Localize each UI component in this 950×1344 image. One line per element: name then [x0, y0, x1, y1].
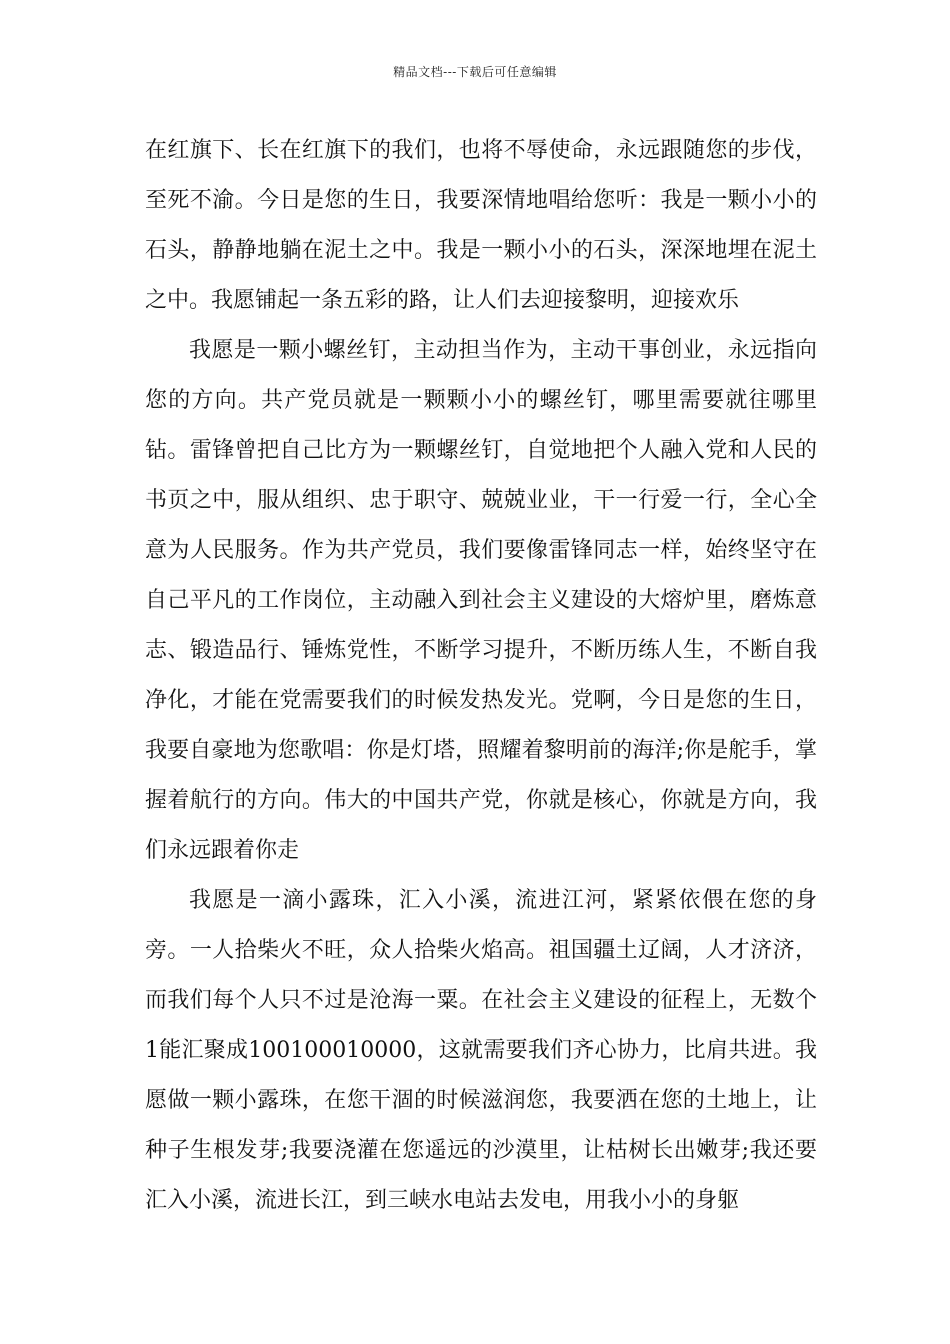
page-header: 精品文档---下载后可任意编辑	[393, 65, 557, 79]
paragraph-3: 我愿是一滴小露珠，汇入小溪，流进江河，紧紧依偎在您的身旁。一人拾柴火不旺，众人拾柴火焰高。祖国疆土辽阔，人才济济，而我们每个人只不过是沧海一粟。在社会主义建设的征程上，无数个1能汇聚成100100010000，这就需要我们齐心协力，比肩共进。我愿做一颗小露珠，在您干涸的时候滋润您，我要洒在您的土地上，让种子生根发芽;我要浇灌在您遥远的沙漠里，让枯树长出嫩芽;我还要汇入小溪，流进长江，到三峡水电站去发电，用我小小的身躯	[145, 888, 817, 1213]
document-body	[145, 126, 817, 1226]
paragraph-1: 在红旗下、长在红旗下的我们，也将不辱使命，永远跟随您的步伐，至死不渝。今日是您的生日，我要深情地唱给您听：我是一颗小小的石头，静静地躺在泥土之中。我是一颗小小的石头，深深地埋在泥土之中。我愿铺起一条五彩的路，让人们去迎接黎明，迎接欢乐	[145, 138, 817, 313]
paragraph-2: 我愿是一颗小螺丝钉，主动担当作为，主动干事创业，永远指向您的方向。共产党员就是一颗颗小小的螺丝钉，哪里需要就往哪里钻。雷锋曾把自己比方为一颗螺丝钉，自觉地把个人融入党和人民的书页之中，服从组织、忠于职守、兢兢业业，干一行爱一行，全心全意为人民服务。作为共产党员，我们要像雷锋同志一样，始终坚守在自己平凡的工作岗位，主动融入到社会主义建设的大熔炉里，磨炼意志、锻造品行、锤炼党性，不断学习提升，不断历练人生，不断自我净化，才能在党需要我们的时候发热发光。党啊，今日是您的生日，我要自豪地为您歌唱：你是灯塔，照耀着黎明前的海洋;你是舵手，掌握着航行的方向。伟大的中国共产党，你就是核心，你就是方向，我们永远跟着你走	[145, 338, 817, 863]
